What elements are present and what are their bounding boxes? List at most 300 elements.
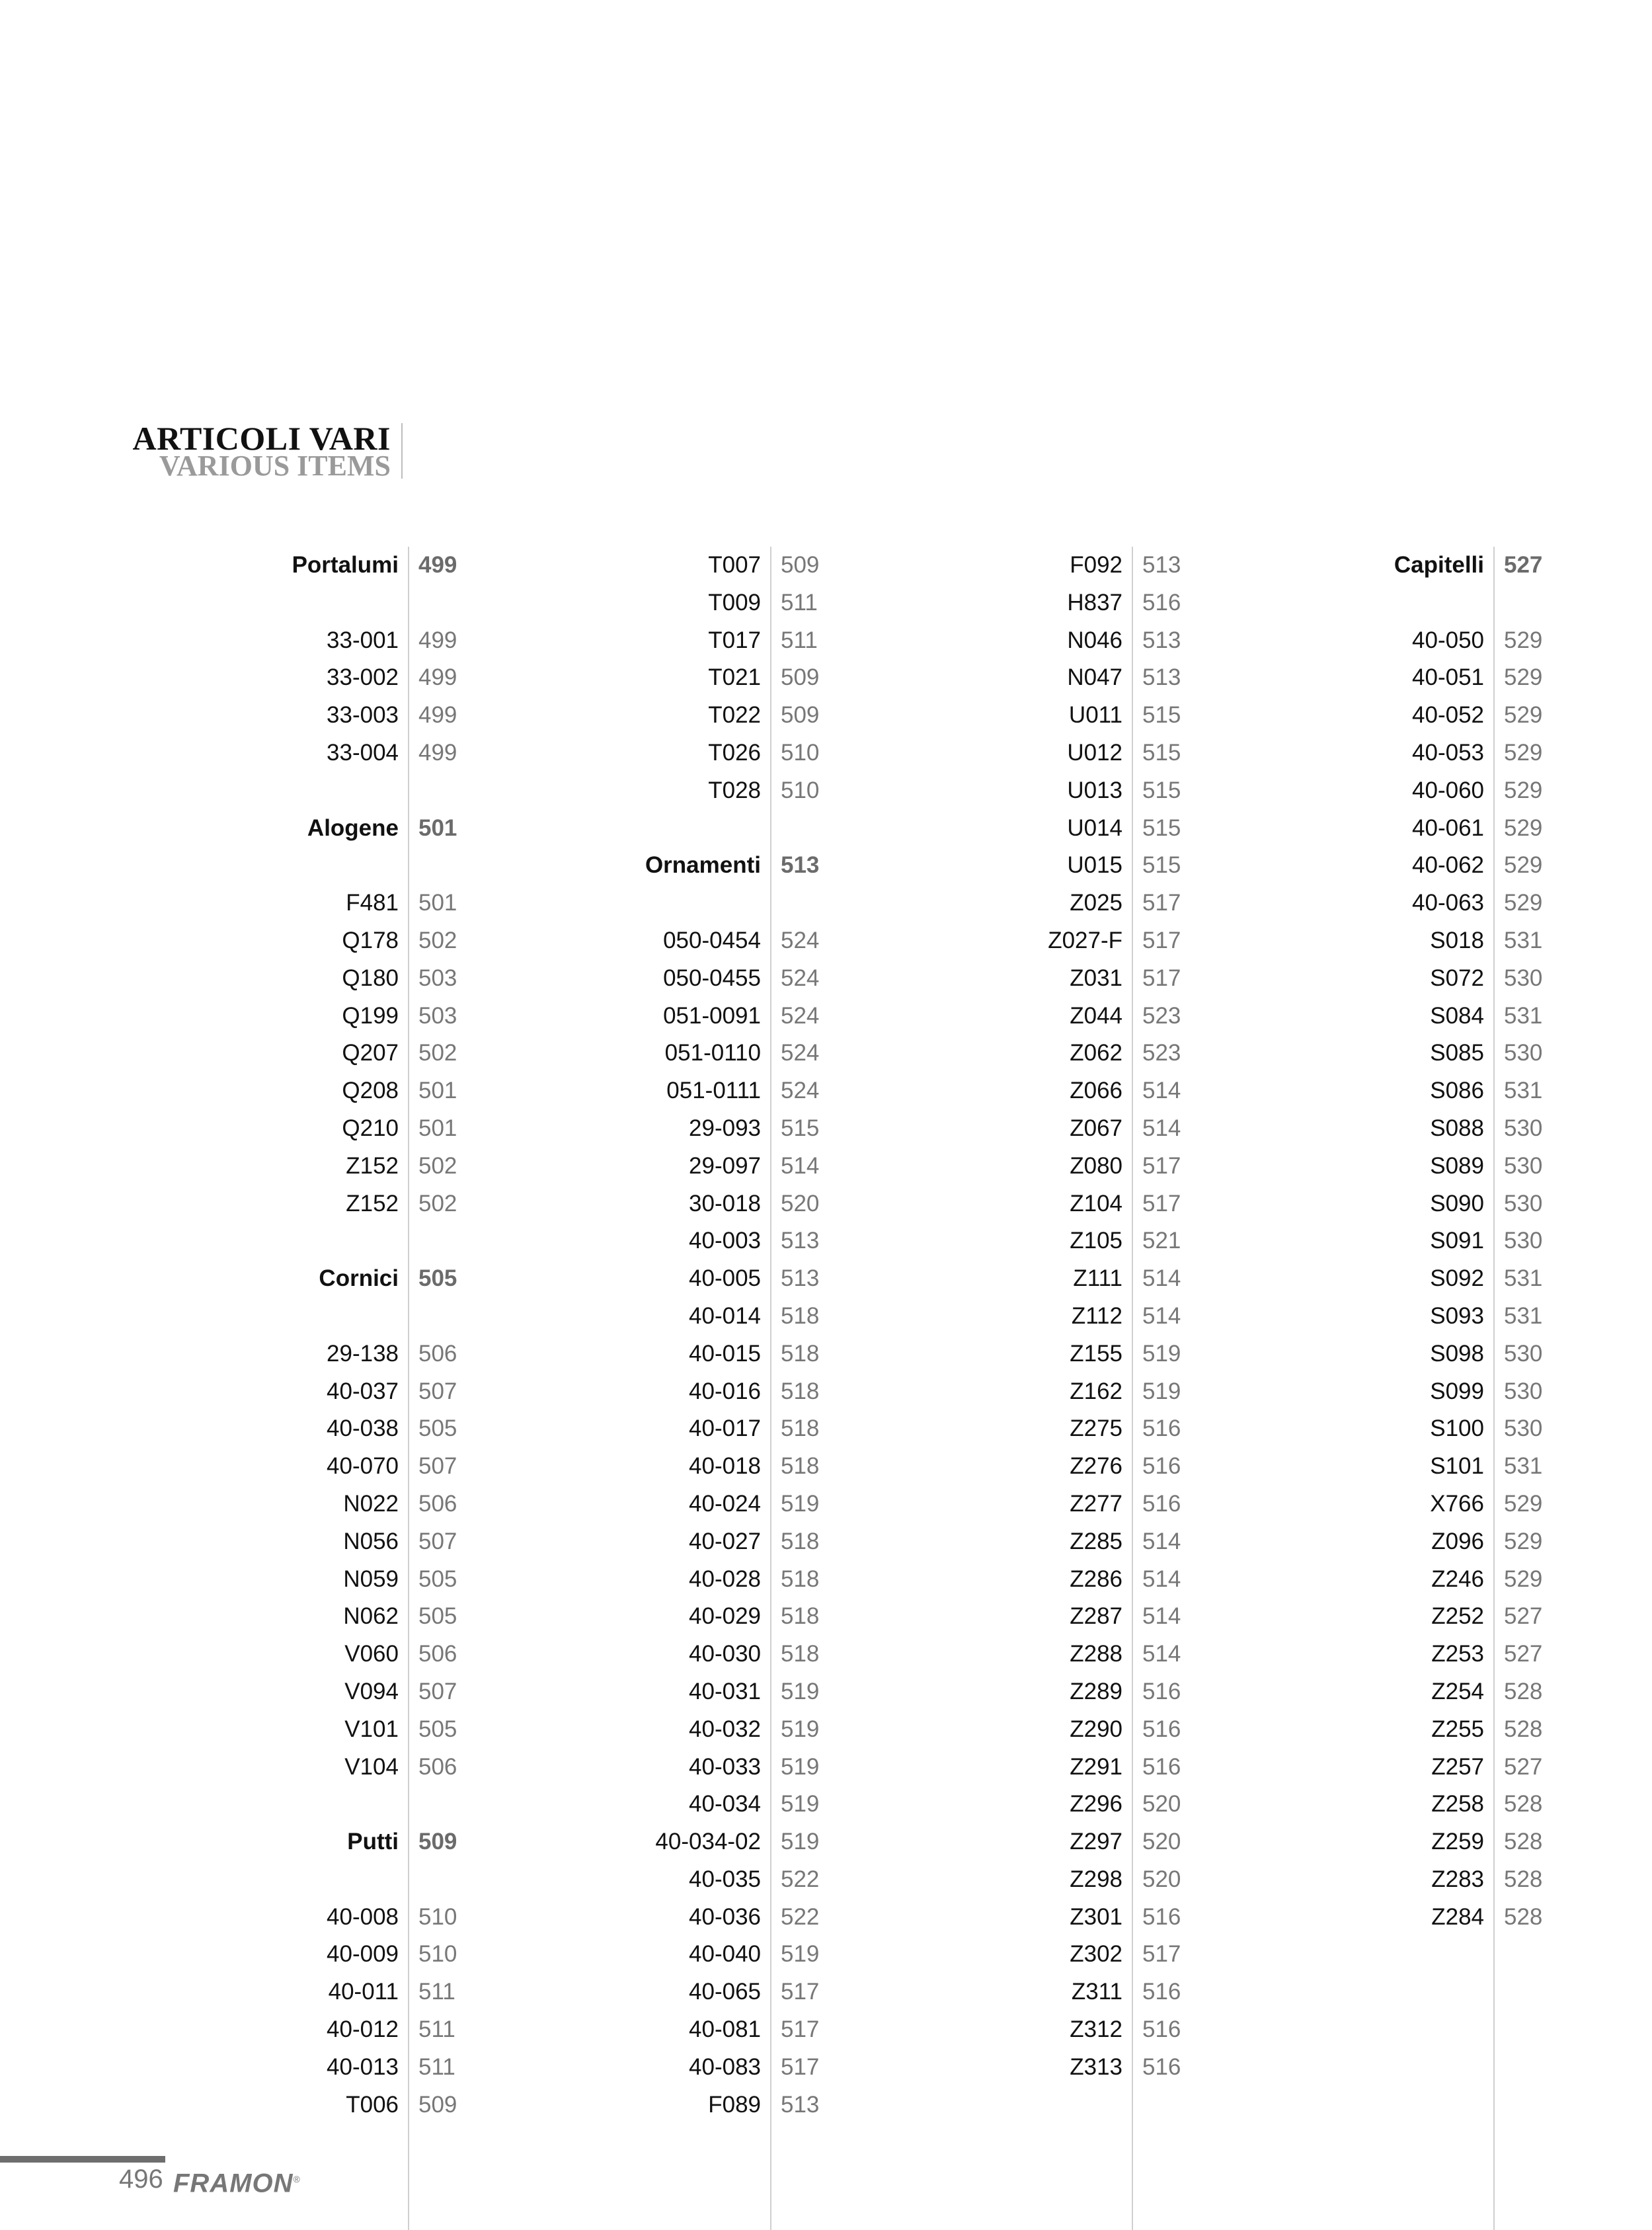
page-ref: 527 [1504, 1603, 1543, 1630]
article-code: 40-083 [689, 2053, 761, 2080]
article-code: 050-0454 [663, 927, 761, 953]
page-ref: 501 [418, 890, 457, 916]
article-code: 40-034-02 [655, 1829, 761, 1855]
article-code: V094 [344, 1678, 399, 1704]
page-ref: 513 [1142, 664, 1181, 691]
index-entry [1430, 1148, 1652, 1185]
index-entry [1431, 1861, 1652, 1899]
page-ref: 515 [781, 1115, 820, 1141]
page-ref: 517 [1142, 1190, 1181, 1216]
page-ref: 514 [1142, 1566, 1181, 1592]
page-ref: 499 [418, 739, 457, 766]
page-ref: 530 [1504, 1190, 1543, 1216]
article-code: Z246 [1431, 1566, 1484, 1592]
article-code: 40-051 [1412, 664, 1484, 691]
page-ref: 519 [781, 1791, 820, 1817]
page-ref: 528 [1504, 1903, 1543, 1930]
article-code: 40-040 [689, 1941, 761, 1968]
page-ref: 516 [1142, 2053, 1181, 2080]
page-ref: 499 [418, 664, 457, 691]
article-code: 40-061 [1412, 815, 1484, 841]
article-code: U011 [1068, 702, 1122, 729]
heading-title-en: VARIOUS ITEMS [159, 450, 391, 482]
index-entry [1430, 1222, 1652, 1260]
article-code: Z066 [1070, 1078, 1122, 1104]
index-entry [1071, 1973, 1495, 2011]
page-ref: 513 [781, 1265, 820, 1292]
page-ref: 530 [1504, 1340, 1543, 1367]
article-code: Z276 [1070, 1453, 1122, 1480]
page-ref: 523 [1142, 1002, 1181, 1029]
page-ref: 510 [781, 739, 820, 766]
article-code: 40-030 [689, 1641, 761, 1667]
article-code: S092 [1430, 1265, 1484, 1292]
index-entry [1430, 1110, 1652, 1148]
article-code: U012 [1067, 739, 1122, 766]
page-ref: 511 [418, 2053, 455, 2080]
page-ref: 527 [1504, 1753, 1543, 1780]
page-ref: 514 [781, 1152, 820, 1179]
article-code: 40-065 [689, 1979, 761, 2005]
article-code: Z275 [1070, 1415, 1122, 1442]
article-code: Z252 [1431, 1603, 1484, 1630]
heading-title-it: ARTICOLI VARI [132, 420, 391, 457]
article-code: Z096 [1431, 1528, 1484, 1554]
index-entry [1430, 1035, 1652, 1072]
article-code: Z152 [346, 1190, 399, 1216]
article-code: Z283 [1431, 1866, 1484, 1892]
article-code: 40-024 [689, 1490, 761, 1517]
index-entry [1431, 1673, 1652, 1711]
article-code: Z296 [1070, 1791, 1122, 1817]
page-ref: 505 [418, 1265, 457, 1292]
index-entry [346, 885, 771, 922]
index-entry [1430, 1410, 1652, 1448]
index-entry [1070, 2011, 1495, 2049]
spacer [1495, 584, 1652, 622]
article-code: S090 [1430, 1190, 1484, 1216]
page-ref: 505 [418, 1716, 457, 1742]
article-code: Z044 [1070, 1002, 1122, 1029]
article-code: 29-093 [689, 1115, 761, 1141]
index-entry [1070, 2049, 1495, 2087]
page-ref: 513 [781, 852, 820, 879]
article-code: S086 [1430, 1078, 1484, 1104]
page-ref: 520 [1142, 1866, 1181, 1892]
article-code: 40-018 [689, 1453, 761, 1480]
page-ref: 524 [781, 1040, 820, 1066]
article-code: S072 [1430, 965, 1484, 991]
article-code: Z111 [1073, 1265, 1122, 1292]
index-entry [708, 2087, 1133, 2124]
article-code: N047 [1067, 664, 1122, 691]
article-code: Z254 [1431, 1678, 1484, 1704]
article-code: 40-017 [689, 1415, 761, 1442]
article-code: 40-016 [689, 1378, 761, 1404]
article-code: Z298 [1070, 1866, 1122, 1892]
article-code: 40-027 [689, 1528, 761, 1554]
page-ref: 509 [418, 1829, 457, 1855]
page-ref: 529 [1504, 664, 1543, 691]
page-ref: 519 [781, 1829, 820, 1855]
category-heading [1394, 547, 1652, 584]
page-ref: 530 [1504, 1415, 1543, 1442]
page-ref: 513 [1142, 552, 1181, 578]
index-entry [1067, 584, 1495, 622]
page-ref: 531 [1504, 927, 1543, 953]
article-code: 40-070 [327, 1453, 399, 1480]
page-ref: 507 [418, 1453, 457, 1480]
page-ref: 502 [418, 927, 457, 953]
index-entry [1430, 1373, 1652, 1411]
article-code: 051-0110 [664, 1040, 761, 1066]
page-ref: 502 [418, 1152, 457, 1179]
article-code: U013 [1067, 777, 1122, 803]
page-ref: 530 [1504, 1115, 1543, 1141]
index-entry [1430, 1260, 1652, 1298]
page-ref: 517 [1142, 1152, 1181, 1179]
page-ref: 524 [781, 927, 820, 953]
page-ref: 531 [1504, 1078, 1543, 1104]
article-code: Z067 [1070, 1115, 1122, 1141]
article-code: 40-035 [689, 1866, 761, 1892]
page-ref: 518 [781, 1378, 820, 1404]
article-code: S088 [1430, 1115, 1484, 1141]
page-ref: 518 [781, 1453, 820, 1480]
page-ref: 503 [418, 1002, 457, 1029]
article-code: N059 [343, 1566, 399, 1592]
index-entry [1431, 1598, 1652, 1636]
article-code: X766 [1430, 1490, 1484, 1517]
article-code: 40-036 [689, 1903, 761, 1930]
page-ref: 515 [1142, 777, 1181, 803]
page-ref: 529 [1504, 739, 1543, 766]
article-code: 40-038 [327, 1415, 399, 1442]
index-entry [1412, 697, 1652, 735]
page-ref: 531 [1504, 1453, 1543, 1480]
article-code: Z025 [1070, 890, 1122, 916]
page-ref: 520 [1142, 1791, 1181, 1817]
page-ref: 520 [1142, 1829, 1181, 1855]
page-ref: 513 [781, 1228, 820, 1254]
article-code: N056 [343, 1528, 399, 1554]
article-code: 40-081 [689, 2016, 761, 2043]
page-ref: 530 [1504, 1378, 1543, 1404]
page-ref: 517 [781, 2016, 820, 2043]
article-code: Z287 [1070, 1603, 1122, 1630]
index-entry [1412, 622, 1652, 660]
page-ref: 514 [1142, 1641, 1181, 1667]
index-entry [1412, 885, 1652, 922]
index-entry [1412, 772, 1652, 810]
article-code: N046 [1067, 627, 1122, 653]
page-ref: 524 [781, 1002, 820, 1029]
page-ref: 530 [1504, 1040, 1543, 1066]
article-code: Z031 [1070, 965, 1122, 991]
article-code: Z285 [1070, 1528, 1122, 1554]
article-code: S085 [1430, 1040, 1484, 1066]
page-ref: 530 [1504, 965, 1543, 991]
page-heading [132, 420, 403, 482]
page-ref: 528 [1504, 1829, 1543, 1855]
page-ref: 499 [418, 702, 457, 729]
page-ref: 517 [1142, 1941, 1181, 1968]
article-code: V104 [344, 1753, 399, 1780]
article-code: 33-001 [327, 627, 399, 653]
category-name: Putti [347, 1829, 399, 1855]
footer-bar [0, 2156, 165, 2163]
article-code: 40-015 [689, 1340, 761, 1367]
page-ref: 518 [781, 1415, 820, 1442]
article-code: 40-009 [327, 1941, 399, 1968]
article-code: Z301 [1070, 1903, 1122, 1930]
page-ref: 518 [781, 1566, 820, 1592]
article-code: Z105 [1070, 1228, 1122, 1254]
page-ref: 519 [781, 1753, 820, 1780]
page-ref: 506 [418, 1641, 457, 1667]
index-entry [1412, 810, 1652, 848]
page-ref: 516 [1142, 1490, 1181, 1517]
page-ref: 514 [1142, 1302, 1181, 1329]
index-entry [1430, 1072, 1652, 1110]
page-ref: 516 [1142, 1415, 1181, 1442]
article-code: 40-052 [1412, 702, 1484, 729]
article-code: T007 [708, 552, 761, 578]
page-ref: 513 [1142, 627, 1181, 653]
registered-mark: ® [293, 2174, 301, 2184]
index-entry [1431, 1711, 1652, 1749]
page-ref: 519 [781, 1716, 820, 1742]
article-code: F092 [1070, 552, 1122, 578]
article-code: Z297 [1070, 1829, 1122, 1855]
article-code: Z313 [1070, 2053, 1122, 2080]
page-ref: 519 [1142, 1378, 1181, 1404]
category-name: Ornamenti [645, 852, 761, 879]
article-code: V060 [344, 1641, 399, 1667]
article-code: 40-033 [689, 1753, 761, 1780]
article-code: 40-003 [689, 1228, 761, 1254]
page-ref: 517 [781, 2053, 820, 2080]
page-ref: 514 [1142, 1265, 1181, 1292]
article-code: 40-050 [1412, 627, 1484, 653]
article-code: 40-014 [689, 1302, 761, 1329]
article-code: 40-032 [689, 1716, 761, 1742]
page-ref: 529 [1504, 1490, 1543, 1517]
page-ref: 507 [418, 1378, 457, 1404]
page-ref: 530 [1504, 1228, 1543, 1254]
article-code: Z277 [1070, 1490, 1122, 1517]
article-code: 051-0111 [666, 1078, 761, 1104]
page-ref: 528 [1504, 1791, 1543, 1817]
page-ref: 501 [418, 815, 457, 841]
article-code: F481 [346, 890, 399, 916]
article-code: Z289 [1070, 1678, 1122, 1704]
index-entry [1431, 1749, 1652, 1786]
page-ref: 516 [1142, 1678, 1181, 1704]
index-entry [1430, 1185, 1652, 1223]
page-ref: 518 [781, 1340, 820, 1367]
article-code: Z104 [1070, 1190, 1122, 1216]
page-ref: 524 [781, 965, 820, 991]
article-code: Z291 [1070, 1753, 1122, 1780]
page-ref: 514 [1142, 1115, 1181, 1141]
index-entry [1431, 1899, 1652, 1936]
article-code: 33-003 [327, 702, 399, 729]
article-code: 40-063 [1412, 890, 1484, 916]
page-ref: 519 [781, 1490, 820, 1517]
index-entry [1430, 1298, 1652, 1335]
page-ref: 528 [1504, 1716, 1543, 1742]
page-ref: 514 [1142, 1528, 1181, 1554]
page-ref: 506 [418, 1490, 457, 1517]
page-ref: 529 [1504, 702, 1543, 729]
article-code: 051-0091 [663, 1002, 761, 1029]
page-ref: 528 [1504, 1866, 1543, 1892]
article-code: 40-062 [1412, 852, 1484, 879]
index-entry [1070, 1936, 1495, 1973]
article-code: Z284 [1431, 1903, 1484, 1930]
article-code: U015 [1067, 852, 1122, 879]
page-ref: 521 [1142, 1228, 1181, 1254]
page-ref: 518 [781, 1641, 820, 1667]
article-code: 40-005 [689, 1265, 761, 1292]
page-ref: 502 [418, 1190, 457, 1216]
page-ref: 509 [418, 2091, 457, 2118]
page-ref: 516 [1142, 1903, 1181, 1930]
page-ref: 517 [1142, 965, 1181, 991]
index-entry [1412, 847, 1652, 885]
article-code: 40-053 [1412, 739, 1484, 766]
page-ref: 499 [418, 552, 457, 578]
page-ref: 501 [418, 1078, 457, 1104]
article-code: T021 [708, 664, 761, 691]
page-ref: 517 [781, 1979, 820, 2005]
page-ref: 530 [1504, 1152, 1543, 1179]
page-ref: 509 [781, 702, 820, 729]
index-column-4 [1394, 547, 1652, 2230]
article-code: T006 [346, 2091, 399, 2118]
article-code: 40-012 [327, 2016, 399, 2043]
page-ref: 529 [1504, 890, 1543, 916]
index-entry [1430, 922, 1652, 960]
page-ref: 519 [781, 1678, 820, 1704]
page-ref: 518 [781, 1528, 820, 1554]
page-ref: 519 [781, 1941, 820, 1968]
page-ref: 511 [781, 589, 818, 616]
article-code: 29-138 [327, 1340, 399, 1367]
article-code: S018 [1430, 927, 1484, 953]
article-code: Z288 [1070, 1641, 1122, 1667]
brand-logo [173, 2163, 301, 2200]
page-ref: 529 [1504, 815, 1543, 841]
article-code: Z080 [1070, 1152, 1122, 1179]
article-code: T028 [708, 777, 761, 803]
page-ref: 506 [418, 1340, 457, 1367]
article-code: Z259 [1431, 1829, 1484, 1855]
article-code: S099 [1430, 1378, 1484, 1404]
page-ref: 516 [1142, 2016, 1181, 2043]
article-code: Q180 [342, 965, 399, 991]
article-code: Z253 [1431, 1641, 1484, 1667]
page-ref: 509 [781, 664, 820, 691]
article-code: Z152 [346, 1152, 399, 1179]
article-code: S089 [1430, 1152, 1484, 1179]
page-ref: 522 [781, 1903, 820, 1930]
article-code: Z312 [1070, 2016, 1122, 2043]
article-code: T026 [708, 739, 761, 766]
page-ref: 522 [781, 1866, 820, 1892]
page-ref: 515 [1142, 852, 1181, 879]
article-code: 40-028 [689, 1566, 761, 1592]
category-name: Capitelli [1394, 552, 1484, 578]
index-entry [1431, 1561, 1652, 1599]
article-code: 33-002 [327, 664, 399, 691]
page-ref: 515 [1142, 702, 1181, 729]
page-ref: 516 [1142, 1753, 1181, 1780]
page-ref: 514 [1142, 1603, 1181, 1630]
article-code: Q210 [342, 1115, 399, 1141]
category-name: Cornici [319, 1265, 399, 1292]
article-code: N022 [343, 1490, 399, 1517]
page-ref: 513 [781, 2091, 820, 2118]
index-entry [1412, 659, 1652, 697]
article-code: Z155 [1070, 1340, 1122, 1367]
article-code: H837 [1067, 589, 1122, 616]
page-ref: 517 [1142, 927, 1181, 953]
page-ref: 527 [1504, 552, 1543, 578]
article-code: 40-008 [327, 1903, 399, 1930]
index-entry [1430, 1448, 1652, 1486]
index-entry [1430, 998, 1652, 1035]
page-ref: 509 [781, 552, 820, 578]
page-ref: 505 [418, 1566, 457, 1592]
page-ref: 503 [418, 965, 457, 991]
page-ref: 529 [1504, 627, 1543, 653]
index-entry [1431, 1523, 1652, 1561]
index-entry [1431, 1636, 1652, 1673]
page-ref: 511 [418, 2016, 455, 2043]
index-entry [1412, 735, 1652, 772]
article-code: Z257 [1431, 1753, 1484, 1780]
article-code: Q207 [342, 1040, 399, 1066]
article-code: 40-013 [327, 2053, 399, 2080]
article-code: 40-011 [328, 1979, 399, 2005]
page-ref: 517 [1142, 890, 1181, 916]
article-code: Z027-F [1048, 927, 1122, 953]
article-code: T009 [708, 589, 761, 616]
page-ref: 499 [418, 627, 457, 653]
page-ref: 515 [1142, 815, 1181, 841]
article-code: Z162 [1070, 1378, 1122, 1404]
page-ref: 529 [1504, 1566, 1543, 1592]
article-code: S084 [1430, 1002, 1484, 1029]
page-ref: 529 [1504, 1528, 1543, 1554]
page-ref: 510 [418, 1941, 457, 1968]
index-entry [1430, 1335, 1652, 1373]
page-ref: 531 [1504, 1002, 1543, 1029]
article-code: 050-0455 [663, 965, 761, 991]
article-code: 30-018 [689, 1190, 761, 1216]
page-ref: 527 [1504, 1641, 1543, 1667]
article-code: S101 [1430, 1453, 1484, 1480]
article-code: Z302 [1070, 1941, 1122, 1968]
page-ref: 510 [781, 777, 820, 803]
page-ref: 511 [418, 1979, 455, 2005]
category-name: Portalumi [292, 552, 399, 578]
article-code: S098 [1430, 1340, 1484, 1367]
brand-name: FRAMON [173, 2169, 294, 2198]
page-ref: 524 [781, 1078, 820, 1104]
